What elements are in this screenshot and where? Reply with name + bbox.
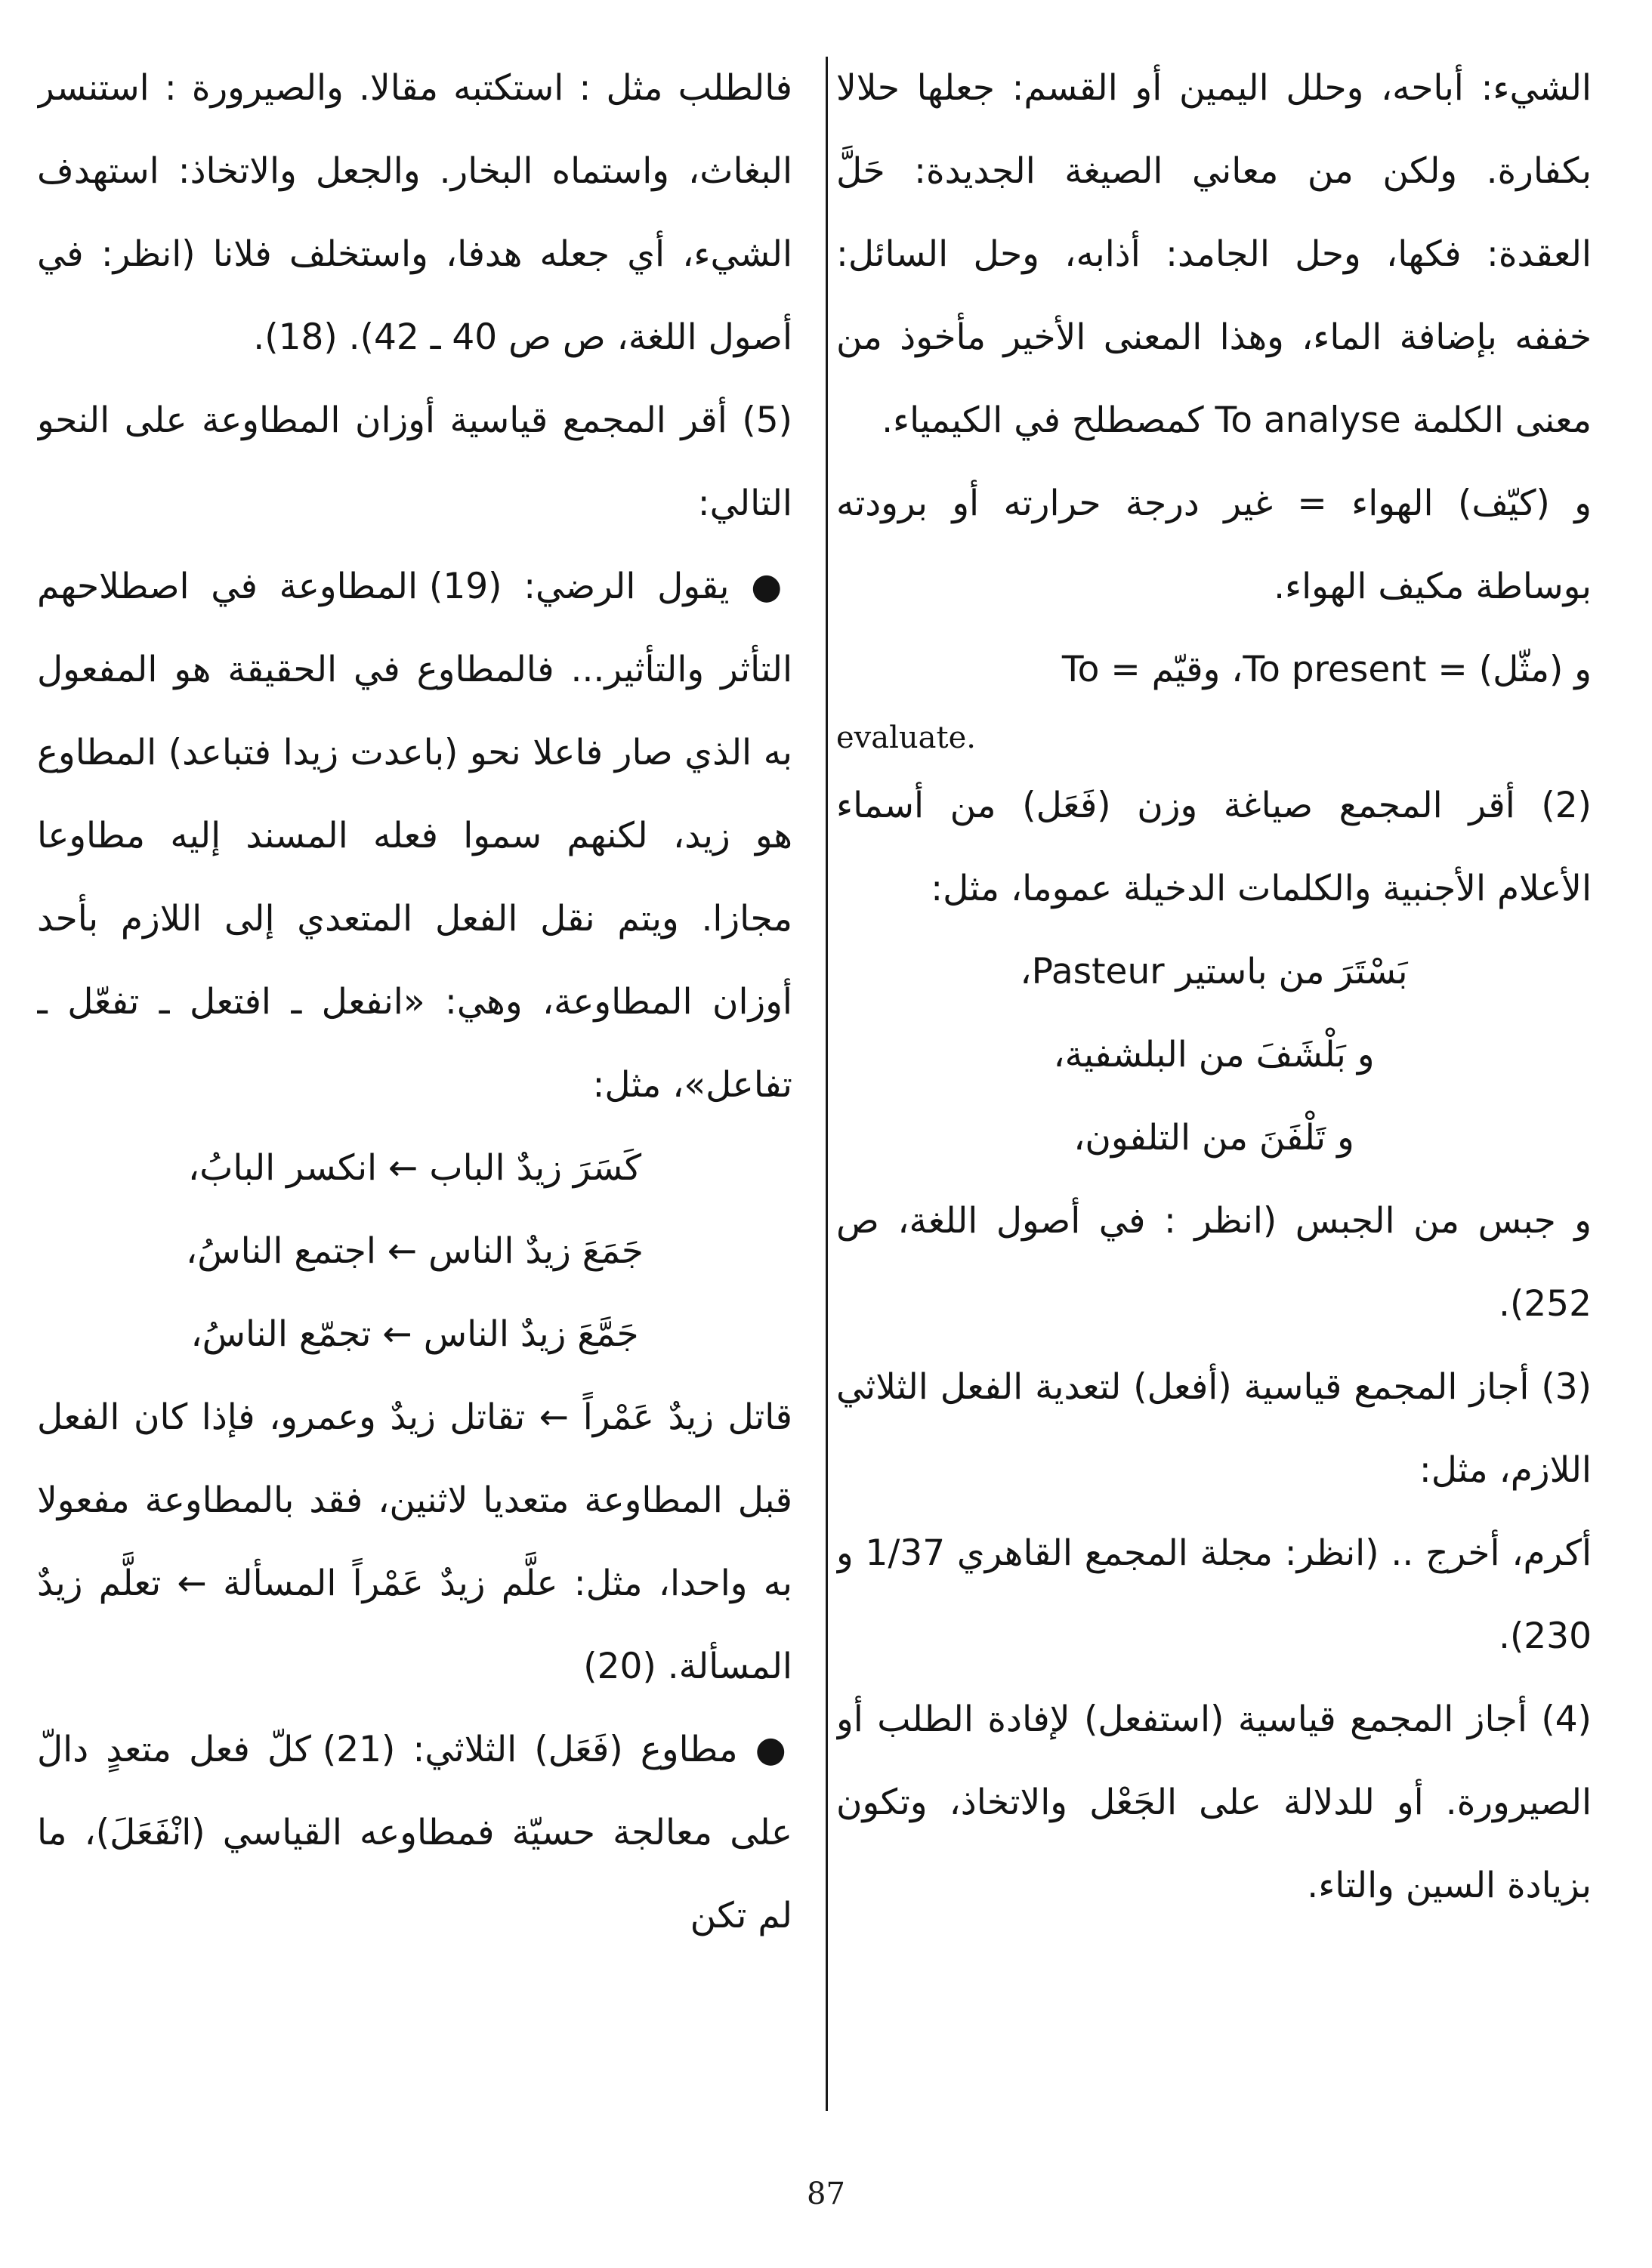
left-column <box>37 47 792 2086</box>
example-line: كَسَرَ زيدٌ الباب ← انكسر البابُ، <box>187 1147 642 1189</box>
example-line: جَمَّعَ زيدٌ الناس ← تجمّع الناسُ، <box>190 1313 639 1355</box>
example-line: و تَلْفَنَ من التلفون، <box>1073 1117 1354 1159</box>
column-divider <box>826 57 828 2111</box>
page-number: 87 <box>807 2177 845 2211</box>
paragraph: فالطلب مثل : استكتبه مقالا. والصيرورة : استنسر البغاث، واستماه البخار. والجعل والاتخاذ: استهدف الشيء، أي جعله هدفا، واستخلف فلانا (انظر: في أصول اللغة، ص ص 40 ـ 42). (18). <box>37 67 792 358</box>
paragraph: و جبس من الجبس (انظر : في أصول اللغة، ص 252). <box>836 1200 1592 1325</box>
example-line: جَمَعَ زيدٌ الناس ← اجتمع الناسُ، <box>186 1230 644 1272</box>
paragraph: ● مطاوع (فَعَل) الثلاثي: (21) كلّ فعل متعدٍ دالّ على معالجة حسيّة فمطاوعه القياسي (انْفَعَلَ)، ما لم تكن <box>37 1729 792 1936</box>
paragraph: (2) أقر المجمع صياغة وزن (فَعَل) من أسماء الأعلام الأجنبية والكلمات الدخيلة عموما، مثل: <box>836 785 1592 909</box>
paragraph: و (مثّل) = To present، وقيّم = To <box>1061 649 1592 690</box>
right-column <box>836 47 1592 2086</box>
paragraph: الشيء: أباحه، وحلل اليمين أو القسم: جعلها حلالا بكفارة. ولكن من معاني الصيغة الجديدة: حَلَّ العقدة: فكها، وحل الجامد: أذابه، وحل السائل: خففه بإضافة الماء، وهذا المعنى الأخير مأخوذ من معنى الكلمة To analyse كمصطلح في الكيمياء. <box>836 67 1592 441</box>
paragraph: أكرم، أخرج .. (انظر: مجلة المجمع القاهري 1/37 و 230). <box>836 1532 1592 1657</box>
paragraph: (5) أقر المجمع قياسية أوزان المطاوعة على النحو التالي: <box>37 400 792 524</box>
example-line: بَسْتَرَ من باستير Pasteur، <box>1020 951 1408 992</box>
paragraph: (4) أجاز المجمع قياسية (استفعل) لإفادة الطلب أو الصيرورة. أو للدلالة على الجَعْل والاتخاذ، وتكون بزيادة السين والتاء. <box>836 1699 1592 1906</box>
paragraph: و (كيّف) الهواء = غير درجة حرارته أو برودته بوساطة مكيف الهواء. <box>836 483 1592 607</box>
paragraph: (3) أجاز المجمع قياسية (أفعل) لتعدية الفعل الثلاثي اللازم، مثل: <box>836 1366 1592 1491</box>
example-line: و بَلْشَفَ من البلشفية، <box>1053 1034 1375 1075</box>
paragraph: ● يقول الرضي: (19) المطاوعة في اصطلاحهم التأثر والتأثير... فالمطاوع في الحقيقة هو المفعول به الذي صار فاعلا نحو (باعدت زيدا فتباعد) المطاوع هو زيد، لكنهم سموا فعله المسند إليه مطاوعا مجازا. ويتم نقل الفعل المتعدي إلى اللازم بأحد أوزان المطاوعة، وهي: «انفعل ـ افتعل ـ تفعّل ـ تفاعل»، مثل: <box>37 566 792 1106</box>
paragraph-continuation: evaluate. <box>836 721 976 755</box>
paragraph: قاتل زيدٌ عَمْراً ← تقاتل زيدٌ وعمرو، فإذا كان الفعل قبل المطاوعة متعديا لاثنين، فقد بالمطاوعة مفعولا به واحدا، مثل: علَّم زيدٌ عَمْراً المسألة ← تعلَّم زيدٌ المسألة. (20) <box>37 1396 792 1687</box>
